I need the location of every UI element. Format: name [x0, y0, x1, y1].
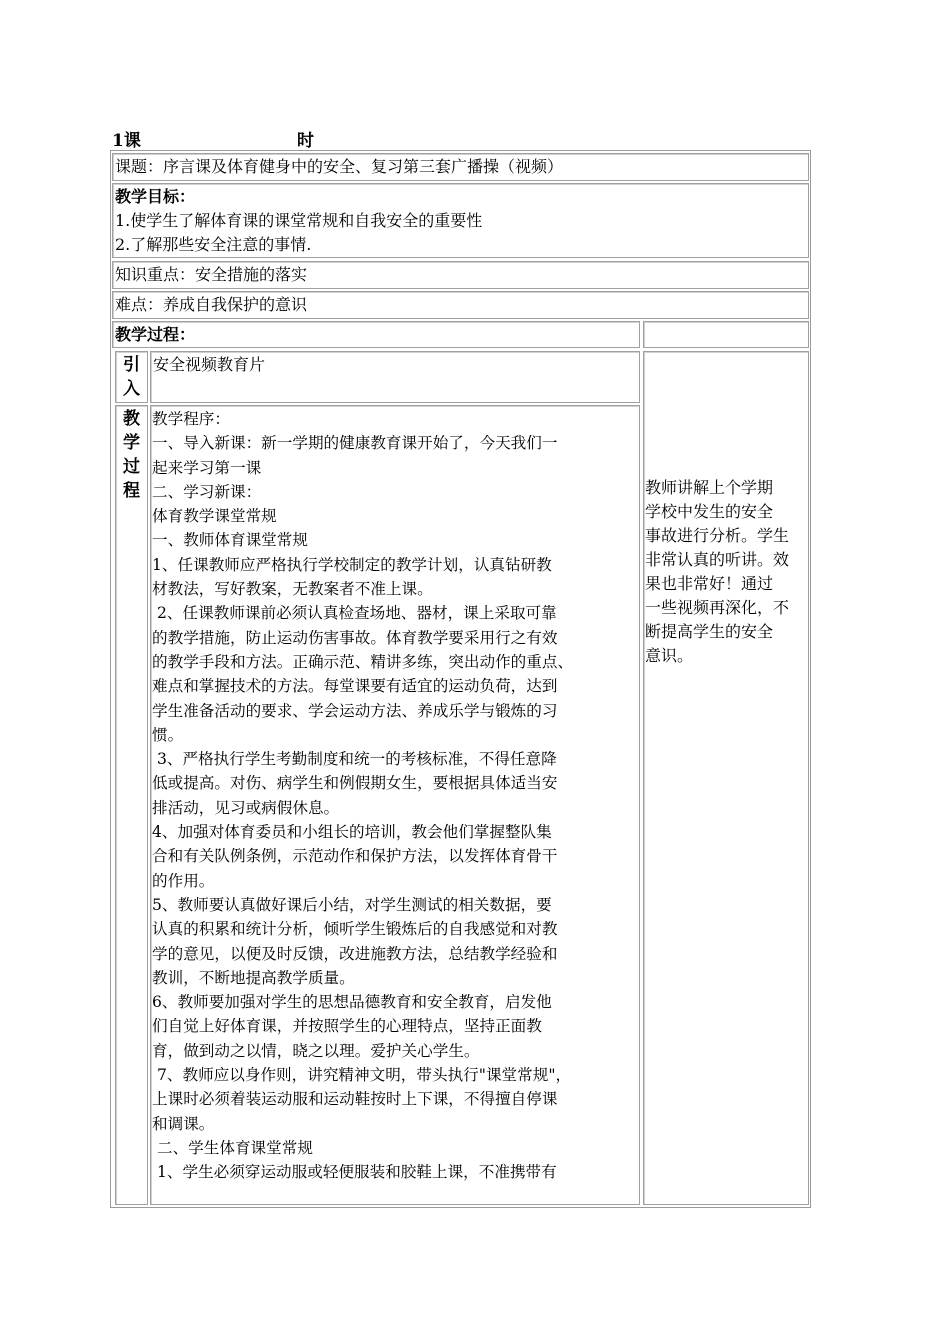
text-line: 5、教师要认真做好课后小结，对学生测试的相关数据，要 [152, 895, 552, 914]
objective-item: 2.了解那些安全注意的事情. [115, 235, 312, 254]
intro-label [116, 352, 147, 401]
text-line: 一些视频再深化，不 [645, 598, 790, 617]
process-note-header-cell [643, 321, 809, 348]
text-line: 低或提高。对伤、病学生和例假期女生，要根据具体适当安 [152, 774, 558, 793]
text-line: 事故进行分析。学生 [645, 526, 790, 545]
text-line: 7、教师应以身作则，讲究精神文明，带头执行"课堂常规"， [152, 1066, 572, 1085]
text-line: 学的意见，以便及时反馈，改进施教方法，总结教学经验和 [152, 944, 558, 963]
text-line: 果也非常好！通过 [645, 574, 774, 593]
teaching-content [151, 406, 639, 1185]
label-char: 过 [123, 457, 140, 477]
text-line: 一、教师体育课堂常规 [152, 531, 308, 550]
label-char: 引 [123, 355, 140, 375]
key-point-row [112, 261, 809, 289]
text-line: 的教学手段和方法。正确示范、精讲多练，突出动作的重点、 [152, 652, 574, 671]
text-line: 体育教学课堂常规 [152, 507, 277, 526]
key-point-text: 知识重点：安全措施的落实 [115, 265, 308, 284]
difficulty-text: 难点：养成自我保护的意识 [115, 295, 308, 314]
text-line: 2、任课教师课前必须认真检查场地、器材，课上采取可靠 [152, 604, 557, 623]
intro-label-cell [115, 351, 148, 403]
process-title: 教学过程： [115, 325, 196, 344]
label-char: 程 [123, 481, 140, 501]
text-line: 1、学生必须穿运动服或轻便服装和胶鞋上课，不准携带有 [152, 1163, 557, 1182]
text-line: 意识。 [645, 646, 694, 665]
text-line: 材教法，写好教案，无教案者不准上课。 [152, 580, 433, 599]
teaching-label [116, 406, 147, 503]
text-line: 上课时必须着装运动服和运动鞋按时上下课，不得擅自停课 [152, 1090, 558, 1109]
text-line: 教学程序： [152, 410, 230, 428]
text-line: 认真的积累和统计分析，倾听学生锻炼后的自我感觉和对教 [152, 920, 558, 939]
text-line: 惯。 [152, 725, 184, 744]
process-title-cell [112, 321, 640, 348]
teacher-note-cell [643, 351, 809, 1205]
text-line: 非常认真的听讲。效 [645, 550, 790, 569]
text-line: 育，做到动之以情，晓之以理。爱护关心学生。 [152, 1041, 480, 1060]
text-line: 和调课。 [152, 1114, 215, 1133]
text-line: 合和有关队例条例，示范动作和保护方法，以发挥体育骨干 [152, 847, 558, 866]
text-line: 起来学习第一课 [152, 458, 262, 477]
text-line: 的作用。 [152, 871, 215, 890]
intro-content: 安全视频教育片 [153, 355, 266, 374]
text-line: 教师讲解上个学期 [645, 478, 774, 497]
lesson-number-label: 1课 [112, 131, 141, 151]
text-line: 排活动，见习或病假休息。 [152, 798, 340, 817]
lesson-time-label: 时 [297, 131, 314, 151]
text-line: 6、教师要加强对学生的思想品德教育和安全教育，启发他 [152, 993, 552, 1012]
objective-item: 1.使学生了解体育课的课堂常规和自我安全的重要性 [115, 211, 483, 230]
text-line: 一、导入新课：新一学期的健康教育课开始了，今天我们一 [152, 434, 558, 453]
text-line: 们自觉上好体育课，并按照学生的心理特点，坚持正面教 [152, 1017, 542, 1036]
difficulty-row [112, 291, 809, 319]
text-line: 二、学生体育课堂常规 [152, 1138, 313, 1157]
text-line: 3、严格执行学生考勤制度和统一的考核标准，不得任意降 [152, 750, 557, 769]
text-line: 1、任课教师应严格执行学校制定的教学计划，认真钻研教 [152, 555, 552, 574]
text-line: 教训，不断地提高教学质量。 [152, 968, 355, 987]
teacher-note [644, 352, 808, 668]
text-line: 二、学习新课： [152, 482, 262, 501]
text-line: 学生准备活动的要求、学会运动方法、养成乐学与锻炼的习 [152, 701, 558, 720]
objectives-row [112, 183, 809, 258]
text-line: 难点和掌握技术的方法。每堂课要有适宜的运动负荷，达到 [152, 677, 558, 696]
topic-text: 课题：序言课及体育健身中的安全、复习第三套广播操（视频） [115, 157, 564, 176]
text-line: 的教学措施，防止运动伤害事故。体育教学要采用行之有效 [152, 628, 558, 647]
text-line: 4、加强对体育委员和小组长的培训，教会他们掌握整队集 [152, 823, 552, 842]
label-char: 教 [123, 409, 140, 429]
text-line: 学校中发生的安全 [645, 502, 774, 521]
teaching-content-cell [150, 405, 640, 1205]
text-line: 断提高学生的安全 [645, 622, 774, 641]
topic-row [112, 153, 809, 181]
objectives-title: 教学目标： [115, 187, 196, 206]
label-char: 学 [123, 433, 140, 453]
label-char: 入 [123, 379, 140, 399]
intro-content-cell [150, 351, 640, 403]
teaching-label-cell [115, 405, 148, 1205]
